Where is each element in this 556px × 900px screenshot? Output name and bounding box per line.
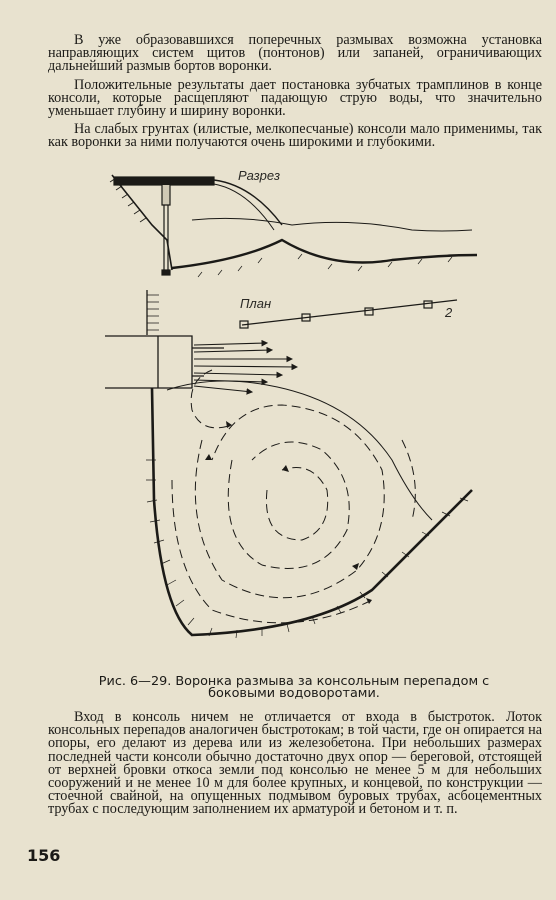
paragraph-4: Вход в консоль ничем не отличается от входа в быстроток. Лоток консольных перепадов аналогичен быстротокам; в той части, где он опирается на опоры, его делают из дерева или из железобетона. При небольших размерах последней части консоли обычно достаточно двух опор — береговой, отстоящей от верхней бровки откоса земли под консолью не менее 5 м для небольших сооружений и не менее 10 м для более крупных, и концевой, по конструкции — стоечной свайной, на опущенных подмывом буровых трубах, асбоцементных трубах с последующим заполнением их арматурой и бетоном и т. п. — [48, 709, 542, 818]
plan-label: План — [240, 296, 272, 311]
page-number: 156 — [27, 846, 61, 865]
boom-marker-number: 2 — [445, 305, 453, 320]
figure-caption: Рис. 6—29. Воронка размыва за консольным перепадом с боковыми водоворотами. — [98, 674, 490, 701]
boom-line — [240, 300, 457, 328]
flow-arrows — [194, 343, 297, 392]
paragraph-1: В уже образовавшихся поперечных размывах возможна установка направляющих систем щитов (понтонов) или запаней, ограничивающих дальнейший размыв бортов воронки. — [48, 32, 542, 75]
vortex-arrowheads — [205, 421, 372, 604]
figure-scour-funnel — [92, 160, 492, 670]
paragraph-2: Положительные результаты дает постановка зубчатых трамплинов в конце консоли, которые расщепляют падающую струю воды, что значительно уменьшает глубину и ширину воронки. — [48, 77, 542, 120]
section-label: Разрез — [238, 168, 281, 183]
scour-funnel — [146, 381, 472, 638]
paragraph-3: На слабых грунтах (илистые, мелкопесчаные) консоли мало применимы, так как воронки за ними получаются очень широкими и глубокими. — [48, 121, 542, 151]
figure-drawing — [92, 160, 492, 670]
section-view — [110, 175, 477, 277]
